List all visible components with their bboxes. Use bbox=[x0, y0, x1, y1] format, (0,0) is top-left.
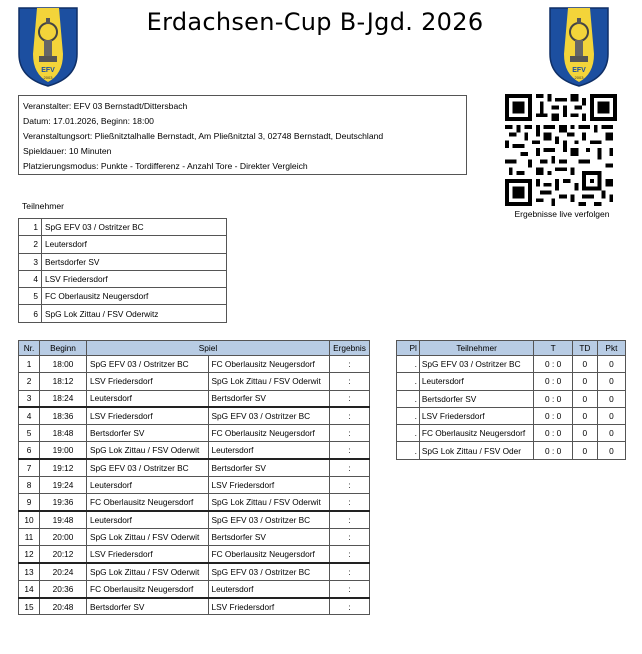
game-away: Bertsdorfer SV bbox=[208, 390, 330, 407]
standing-goals: 0 : 0 bbox=[534, 390, 573, 407]
game-time: 18:24 bbox=[40, 390, 87, 407]
standings-row bbox=[397, 425, 626, 442]
game-result: : bbox=[330, 598, 370, 615]
game-nr: 13 bbox=[19, 563, 40, 580]
header-result: Ergebnis bbox=[330, 341, 370, 356]
club-crest-logo-right bbox=[548, 6, 610, 88]
game-time: 18:36 bbox=[40, 407, 87, 424]
standing-place: . bbox=[397, 442, 420, 459]
game-row bbox=[19, 356, 370, 373]
game-home: SpG Lok Zittau / FSV Oderwit bbox=[87, 528, 209, 545]
standing-goals: 0 : 0 bbox=[534, 442, 573, 459]
team-row bbox=[19, 253, 227, 270]
game-time: 19:00 bbox=[40, 442, 87, 459]
game-row bbox=[19, 494, 370, 511]
game-away: LSV Friedersdorf bbox=[208, 477, 330, 494]
standing-goal-diff: 0 bbox=[572, 407, 597, 424]
game-away: SpG EFV 03 / Ostritzer BC bbox=[208, 563, 330, 580]
game-row bbox=[19, 598, 370, 615]
game-nr: 3 bbox=[19, 390, 40, 407]
header-game: Spiel bbox=[87, 341, 330, 356]
standing-team: Bertsdorfer SV bbox=[419, 390, 533, 407]
game-row bbox=[19, 442, 370, 459]
game-nr: 7 bbox=[19, 459, 40, 476]
game-away: Bertsdorfer SV bbox=[208, 528, 330, 545]
game-result: : bbox=[330, 494, 370, 511]
game-nr: 12 bbox=[19, 546, 40, 563]
standings-row bbox=[397, 373, 626, 390]
standing-goal-diff: 0 bbox=[572, 442, 597, 459]
game-home: Bertsdorfer SV bbox=[87, 425, 209, 442]
game-away: SpG Lok Zittau / FSV Oderwit bbox=[208, 373, 330, 390]
standing-place: . bbox=[397, 407, 420, 424]
game-time: 18:00 bbox=[40, 356, 87, 373]
header-goal-diff: TD bbox=[572, 341, 597, 356]
team-number: 2 bbox=[19, 236, 42, 253]
game-nr: 9 bbox=[19, 494, 40, 511]
standings-row bbox=[397, 356, 626, 373]
game-home: Leutersdorf bbox=[87, 511, 209, 528]
game-away: SpG EFV 03 / Ostritzer BC bbox=[208, 407, 330, 424]
standing-place: . bbox=[397, 425, 420, 442]
game-result: : bbox=[330, 528, 370, 545]
game-away: FC Oberlausitz Neugersdorf bbox=[208, 425, 330, 442]
standings-table bbox=[396, 340, 626, 460]
info-venue: Veranstaltungsort: Pließnitztalhalle Bernstadt, Am Pließnitztal 3, 02748 Bernstadt, Deutschland bbox=[23, 130, 384, 141]
page-title: Erdachsen-Cup B-Jgd. 2026 bbox=[146, 8, 484, 36]
game-row bbox=[19, 390, 370, 407]
game-nr: 14 bbox=[19, 580, 40, 597]
qr-caption: Ergebnisse live verfolgen bbox=[514, 209, 610, 219]
game-home: SpG EFV 03 / Ostritzer BC bbox=[87, 459, 209, 476]
standing-team: LSV Friedersdorf bbox=[419, 407, 533, 424]
game-result: : bbox=[330, 442, 370, 459]
game-nr: 15 bbox=[19, 598, 40, 615]
team-row bbox=[19, 219, 227, 236]
game-result: : bbox=[330, 511, 370, 528]
header-goals: T bbox=[534, 341, 573, 356]
team-row bbox=[19, 236, 227, 253]
standing-team: SpG Lok Zittau / FSV Oder bbox=[419, 442, 533, 459]
header-team: Teilnehmer bbox=[419, 341, 533, 356]
game-row bbox=[19, 563, 370, 580]
game-nr: 4 bbox=[19, 407, 40, 424]
game-result: : bbox=[330, 373, 370, 390]
game-time: 19:12 bbox=[40, 459, 87, 476]
game-home: Leutersdorf bbox=[87, 390, 209, 407]
standing-goals: 0 : 0 bbox=[534, 407, 573, 424]
game-nr: 8 bbox=[19, 477, 40, 494]
header-nr: Nr. bbox=[19, 341, 40, 356]
team-name: Bertsdorfer SV bbox=[42, 253, 227, 270]
team-name: SpG Lok Zittau / FSV Oderwitz bbox=[42, 305, 227, 322]
team-number: 5 bbox=[19, 288, 42, 305]
crest-text-right: EFV bbox=[572, 67, 586, 74]
game-nr: 5 bbox=[19, 425, 40, 442]
standing-goals: 0 : 0 bbox=[534, 373, 573, 390]
qr-code[interactable] bbox=[505, 94, 617, 206]
teams-heading: Teilnehmer bbox=[22, 201, 65, 211]
standing-points: 0 bbox=[597, 390, 625, 407]
header-points: Pkt bbox=[597, 341, 625, 356]
game-time: 20:12 bbox=[40, 546, 87, 563]
crest-year-right: 2003 bbox=[574, 75, 584, 80]
game-home: LSV Friedersdorf bbox=[87, 373, 209, 390]
game-home: Leutersdorf bbox=[87, 477, 209, 494]
team-number: 3 bbox=[19, 253, 42, 270]
game-row bbox=[19, 580, 370, 597]
info-duration: Spieldauer: 10 Minuten bbox=[23, 145, 112, 156]
game-home: FC Oberlausitz Neugersdorf bbox=[87, 494, 209, 511]
standing-team: Leutersdorf bbox=[419, 373, 533, 390]
standing-goals: 0 : 0 bbox=[534, 425, 573, 442]
game-result: : bbox=[330, 546, 370, 563]
standing-goal-diff: 0 bbox=[572, 425, 597, 442]
standing-points: 0 bbox=[597, 442, 625, 459]
game-away: FC Oberlausitz Neugersdorf bbox=[208, 546, 330, 563]
game-row bbox=[19, 546, 370, 563]
game-result: : bbox=[330, 390, 370, 407]
standing-goals: 0 : 0 bbox=[534, 356, 573, 373]
info-organizer: Veranstalter: EFV 03 Bernstadt/Dittersbach bbox=[23, 101, 188, 111]
standing-goal-diff: 0 bbox=[572, 390, 597, 407]
game-result: : bbox=[330, 425, 370, 442]
game-home: SpG EFV 03 / Ostritzer BC bbox=[87, 356, 209, 373]
standings-header-row bbox=[397, 341, 626, 356]
game-home: Bertsdorfer SV bbox=[87, 598, 209, 615]
game-time: 18:12 bbox=[40, 373, 87, 390]
standing-place: . bbox=[397, 356, 420, 373]
game-home: SpG Lok Zittau / FSV Oderwit bbox=[87, 563, 209, 580]
game-home: SpG Lok Zittau / FSV Oderwit bbox=[87, 442, 209, 459]
game-away: Bertsdorfer SV bbox=[208, 459, 330, 476]
team-name: SpG EFV 03 / Ostritzer BC bbox=[42, 219, 227, 236]
club-crest-logo-left bbox=[17, 6, 79, 88]
info-ranking-mode: Platzierungsmodus: Punkte - Tordifferenz - Anzahl Tore - Direkter Vergleich bbox=[23, 160, 308, 171]
game-time: 20:24 bbox=[40, 563, 87, 580]
team-number: 6 bbox=[19, 305, 42, 322]
standings-row bbox=[397, 407, 626, 424]
standing-points: 0 bbox=[597, 407, 625, 424]
info-date: Datum: 17.01.2026, Beginn: 18:00 bbox=[23, 115, 154, 126]
game-row bbox=[19, 407, 370, 424]
game-row bbox=[19, 511, 370, 528]
team-name: Leutersdorf bbox=[42, 236, 227, 253]
game-away: LSV Friedersdorf bbox=[208, 598, 330, 615]
game-result: : bbox=[330, 563, 370, 580]
game-home: FC Oberlausitz Neugersdorf bbox=[87, 580, 209, 597]
game-result: : bbox=[330, 580, 370, 597]
game-result: : bbox=[330, 477, 370, 494]
team-row bbox=[19, 288, 227, 305]
game-nr: 1 bbox=[19, 356, 40, 373]
standing-goal-diff: 0 bbox=[572, 356, 597, 373]
team-row bbox=[19, 305, 227, 322]
header-time: Beginn bbox=[40, 341, 87, 356]
game-home: LSV Friedersdorf bbox=[87, 546, 209, 563]
game-time: 20:36 bbox=[40, 580, 87, 597]
game-time: 20:48 bbox=[40, 598, 87, 615]
tournament-info-box bbox=[18, 95, 467, 175]
standing-place: . bbox=[397, 373, 420, 390]
standings-row bbox=[397, 442, 626, 459]
team-number: 4 bbox=[19, 270, 42, 287]
games-schedule-table bbox=[18, 340, 370, 615]
standing-team: FC Oberlausitz Neugersdorf bbox=[419, 425, 533, 442]
game-result: : bbox=[330, 459, 370, 476]
game-home: LSV Friedersdorf bbox=[87, 407, 209, 424]
game-time: 20:00 bbox=[40, 528, 87, 545]
game-time: 18:48 bbox=[40, 425, 87, 442]
game-time: 19:48 bbox=[40, 511, 87, 528]
game-away: Leutersdorf bbox=[208, 580, 330, 597]
game-away: Leutersdorf bbox=[208, 442, 330, 459]
game-row bbox=[19, 528, 370, 545]
teams-table bbox=[18, 218, 227, 323]
standing-points: 0 bbox=[597, 356, 625, 373]
game-time: 19:36 bbox=[40, 494, 87, 511]
header-place: Pl bbox=[397, 341, 420, 356]
team-number: 1 bbox=[19, 219, 42, 236]
standing-points: 0 bbox=[597, 373, 625, 390]
game-result: : bbox=[330, 356, 370, 373]
game-nr: 2 bbox=[19, 373, 40, 390]
standing-team: SpG EFV 03 / Ostritzer BC bbox=[419, 356, 533, 373]
game-time: 19:24 bbox=[40, 477, 87, 494]
game-nr: 10 bbox=[19, 511, 40, 528]
standings-row bbox=[397, 390, 626, 407]
game-away: FC Oberlausitz Neugersdorf bbox=[208, 356, 330, 373]
game-nr: 11 bbox=[19, 528, 40, 545]
team-name: FC Oberlausitz Neugersdorf bbox=[42, 288, 227, 305]
game-away: SpG EFV 03 / Ostritzer BC bbox=[208, 511, 330, 528]
standing-place: . bbox=[397, 390, 420, 407]
game-nr: 6 bbox=[19, 442, 40, 459]
team-name: LSV Friedersdorf bbox=[42, 270, 227, 287]
games-header-row bbox=[19, 341, 370, 356]
crest-year-left: 2003 bbox=[43, 75, 53, 80]
game-row bbox=[19, 459, 370, 476]
standing-points: 0 bbox=[597, 425, 625, 442]
game-row bbox=[19, 477, 370, 494]
team-row bbox=[19, 270, 227, 287]
game-row bbox=[19, 425, 370, 442]
crest-text-left: EFV bbox=[41, 67, 55, 74]
game-away: SpG Lok Zittau / FSV Oderwit bbox=[208, 494, 330, 511]
game-result: : bbox=[330, 407, 370, 424]
game-row bbox=[19, 373, 370, 390]
standing-goal-diff: 0 bbox=[572, 373, 597, 390]
